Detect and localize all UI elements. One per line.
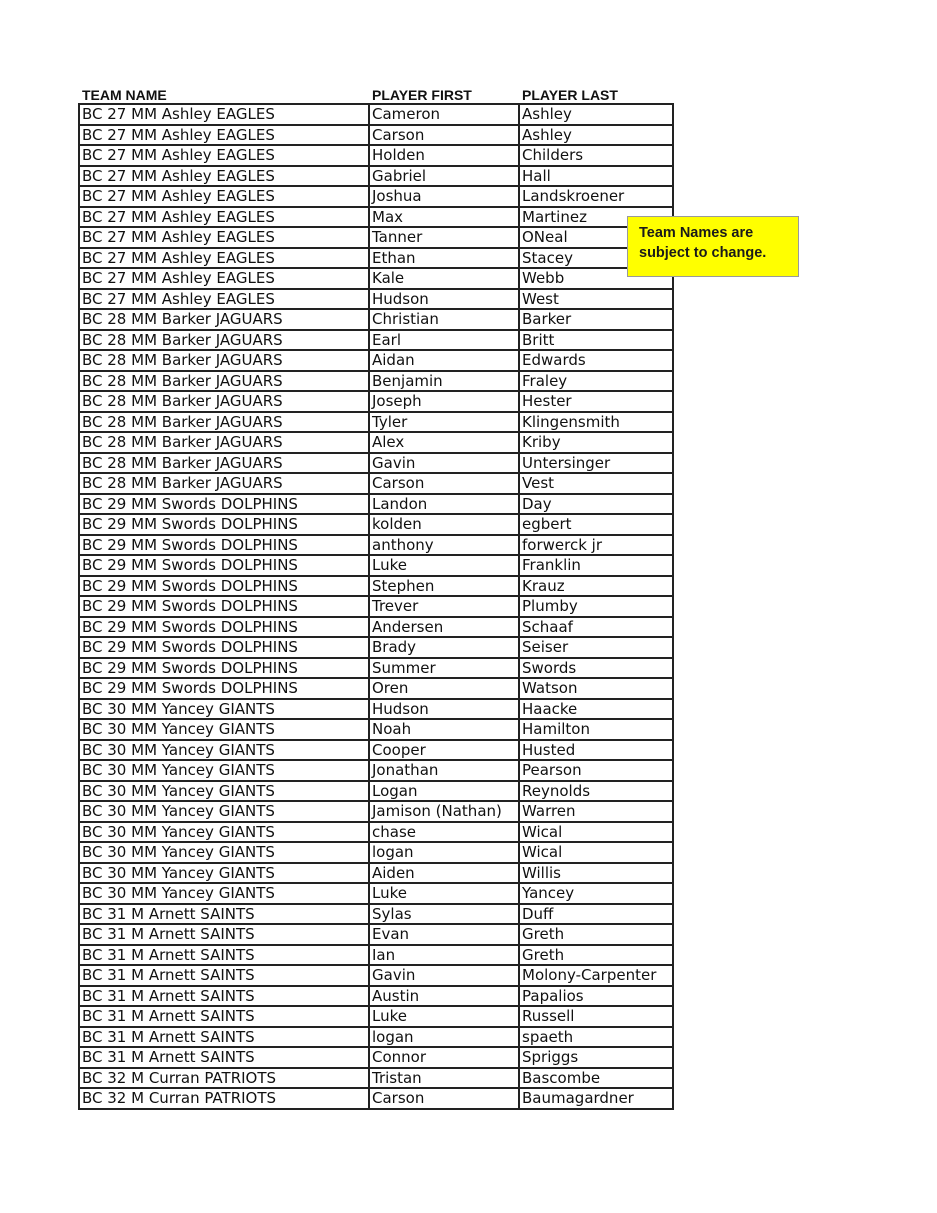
team-name-cell: BC 31 M Arnett SAINTS: [79, 904, 369, 925]
player-last-cell: Yancey: [519, 883, 673, 904]
table-row: [79, 740, 673, 761]
table-row: [79, 678, 673, 699]
table-row: [79, 883, 673, 904]
roster-body: [79, 104, 673, 1109]
player-first-cell: Carson: [369, 1088, 519, 1109]
player-last-cell: Greth: [519, 945, 673, 966]
player-first-cell: Andersen: [369, 617, 519, 638]
team-name-cell: BC 30 MM Yancey GIANTS: [79, 822, 369, 843]
player-first-cell: Austin: [369, 986, 519, 1007]
table-row: [79, 227, 673, 248]
team-name-cell: BC 30 MM Yancey GIANTS: [79, 740, 369, 761]
player-last-cell: Webb: [519, 268, 673, 289]
player-first-cell: Tristan: [369, 1068, 519, 1089]
player-last-cell: Barker: [519, 309, 673, 330]
player-last-cell: Plumby: [519, 596, 673, 617]
player-first-cell: Carson: [369, 125, 519, 146]
player-first-cell: Joshua: [369, 186, 519, 207]
player-first-cell: Tanner: [369, 227, 519, 248]
player-first-cell: kolden: [369, 514, 519, 535]
team-name-cell: BC 30 MM Yancey GIANTS: [79, 719, 369, 740]
table-row: [79, 781, 673, 802]
player-last-cell: Russell: [519, 1006, 673, 1027]
team-name-cell: BC 27 MM Ashley EAGLES: [79, 268, 369, 289]
team-name-cell: BC 27 MM Ashley EAGLES: [79, 248, 369, 269]
table-row: [79, 1047, 673, 1068]
table-row: [79, 904, 673, 925]
table-row: [79, 268, 673, 289]
player-first-cell: logan: [369, 1027, 519, 1048]
player-last-cell: Seiser: [519, 637, 673, 658]
player-first-cell: Landon: [369, 494, 519, 515]
team-name-cell: BC 30 MM Yancey GIANTS: [79, 801, 369, 822]
team-name-cell: BC 31 M Arnett SAINTS: [79, 986, 369, 1007]
player-first-cell: Connor: [369, 1047, 519, 1068]
table-row: [79, 617, 673, 638]
table-row: [79, 924, 673, 945]
table-row: [79, 432, 673, 453]
player-last-cell: egbert: [519, 514, 673, 535]
team-name-cell: BC 30 MM Yancey GIANTS: [79, 760, 369, 781]
player-first-cell: Tyler: [369, 412, 519, 433]
table-row: [79, 637, 673, 658]
player-first-cell: Logan: [369, 781, 519, 802]
table-row: [79, 125, 673, 146]
player-first-cell: Sylas: [369, 904, 519, 925]
player-last-cell: Stacey: [519, 248, 673, 269]
table-row: [79, 391, 673, 412]
table-row: [79, 473, 673, 494]
player-last-cell: Fraley: [519, 371, 673, 392]
team-name-cell: BC 29 MM Swords DOLPHINS: [79, 678, 369, 699]
team-name-cell: BC 32 M Curran PATRIOTS: [79, 1068, 369, 1089]
player-last-cell: Krauz: [519, 576, 673, 597]
player-first-cell: Cameron: [369, 104, 519, 125]
player-last-cell: Wical: [519, 842, 673, 863]
table-row: [79, 1088, 673, 1109]
player-first-cell: Brady: [369, 637, 519, 658]
table-row: [79, 719, 673, 740]
player-last-cell: Bascombe: [519, 1068, 673, 1089]
team-name-cell: BC 28 MM Barker JAGUARS: [79, 330, 369, 351]
player-last-cell: Landskroener: [519, 186, 673, 207]
player-last-cell: Warren: [519, 801, 673, 822]
player-first-cell: anthony: [369, 535, 519, 556]
team-name-cell: BC 29 MM Swords DOLPHINS: [79, 535, 369, 556]
table-row: [79, 945, 673, 966]
player-first-cell: Jonathan: [369, 760, 519, 781]
table-row: [79, 801, 673, 822]
player-last-cell: Childers: [519, 145, 673, 166]
table-row: [79, 576, 673, 597]
team-name-cell: BC 29 MM Swords DOLPHINS: [79, 617, 369, 638]
team-name-cell: BC 27 MM Ashley EAGLES: [79, 145, 369, 166]
table-row: [79, 412, 673, 433]
player-last-cell: Papalios: [519, 986, 673, 1007]
table-row: [79, 535, 673, 556]
player-last-cell: Day: [519, 494, 673, 515]
table-row: [79, 596, 673, 617]
team-name-cell: BC 28 MM Barker JAGUARS: [79, 412, 369, 433]
player-first-cell: Aidan: [369, 350, 519, 371]
player-first-cell: Stephen: [369, 576, 519, 597]
table-row: [79, 1006, 673, 1027]
player-last-cell: Reynolds: [519, 781, 673, 802]
team-name-cell: BC 28 MM Barker JAGUARS: [79, 350, 369, 371]
player-first-cell: Ethan: [369, 248, 519, 269]
table-row: [79, 555, 673, 576]
player-last-header: PLAYER LAST: [522, 87, 618, 103]
table-row: [79, 207, 673, 228]
player-last-cell: Willis: [519, 863, 673, 884]
team-name-cell: BC 31 M Arnett SAINTS: [79, 924, 369, 945]
player-first-cell: Aiden: [369, 863, 519, 884]
player-first-cell: Kale: [369, 268, 519, 289]
player-last-cell: Pearson: [519, 760, 673, 781]
player-last-cell: Hall: [519, 166, 673, 187]
table-row: [79, 514, 673, 535]
table-row: [79, 699, 673, 720]
player-first-cell: Summer: [369, 658, 519, 679]
player-first-cell: Luke: [369, 1006, 519, 1027]
player-first-cell: Luke: [369, 883, 519, 904]
header-row: [79, 83, 673, 104]
player-first-cell: Evan: [369, 924, 519, 945]
team-name-cell: BC 28 MM Barker JAGUARS: [79, 391, 369, 412]
team-name-cell: BC 29 MM Swords DOLPHINS: [79, 555, 369, 576]
player-first-cell: Holden: [369, 145, 519, 166]
player-first-cell: Jamison (Nathan): [369, 801, 519, 822]
player-first-cell: Benjamin: [369, 371, 519, 392]
team-name-cell: BC 29 MM Swords DOLPHINS: [79, 514, 369, 535]
player-first-cell: Cooper: [369, 740, 519, 761]
team-name-cell: BC 32 M Curran PATRIOTS: [79, 1088, 369, 1109]
player-first-cell: Earl: [369, 330, 519, 351]
player-last-cell: Spriggs: [519, 1047, 673, 1068]
player-first-cell: chase: [369, 822, 519, 843]
player-last-cell: Hester: [519, 391, 673, 412]
player-last-cell: West: [519, 289, 673, 310]
team-name-cell: BC 30 MM Yancey GIANTS: [79, 781, 369, 802]
player-first-cell: Gabriel: [369, 166, 519, 187]
player-last-cell: Edwards: [519, 350, 673, 371]
player-first-cell: Gavin: [369, 965, 519, 986]
team-name-cell: BC 29 MM Swords DOLPHINS: [79, 658, 369, 679]
team-name-cell: BC 27 MM Ashley EAGLES: [79, 227, 369, 248]
table-row: [79, 289, 673, 310]
player-last-cell: Franklin: [519, 555, 673, 576]
table-row: [79, 1027, 673, 1048]
player-first-cell: Gavin: [369, 453, 519, 474]
team-name-cell: BC 31 M Arnett SAINTS: [79, 1047, 369, 1068]
table-row: [79, 371, 673, 392]
team-name-cell: BC 28 MM Barker JAGUARS: [79, 309, 369, 330]
team-name-cell: BC 30 MM Yancey GIANTS: [79, 863, 369, 884]
player-last-cell: ONeal: [519, 227, 673, 248]
team-name-cell: BC 27 MM Ashley EAGLES: [79, 125, 369, 146]
team-name-cell: BC 28 MM Barker JAGUARS: [79, 453, 369, 474]
player-first-cell: Christian: [369, 309, 519, 330]
player-last-cell: Britt: [519, 330, 673, 351]
team-name-cell: BC 29 MM Swords DOLPHINS: [79, 596, 369, 617]
player-first-cell: Max: [369, 207, 519, 228]
player-first-cell: Joseph: [369, 391, 519, 412]
player-first-cell: Luke: [369, 555, 519, 576]
team-name-cell: BC 30 MM Yancey GIANTS: [79, 842, 369, 863]
table-row: [79, 453, 673, 474]
table-row: [79, 248, 673, 269]
player-last-cell: Klingensmith: [519, 412, 673, 433]
player-first-cell: logan: [369, 842, 519, 863]
team-name-cell: BC 28 MM Barker JAGUARS: [79, 473, 369, 494]
player-last-cell: Molony-Carpenter: [519, 965, 673, 986]
player-last-cell: Duff: [519, 904, 673, 925]
table-row: [79, 822, 673, 843]
player-last-cell: Hamilton: [519, 719, 673, 740]
player-last-cell: Martinez: [519, 207, 673, 228]
team-name-cell: BC 31 M Arnett SAINTS: [79, 945, 369, 966]
player-first-cell: Hudson: [369, 699, 519, 720]
player-last-cell: Swords: [519, 658, 673, 679]
table-row: [79, 330, 673, 351]
player-last-cell: Schaaf: [519, 617, 673, 638]
team-name-cell: BC 27 MM Ashley EAGLES: [79, 289, 369, 310]
table-row: [79, 1068, 673, 1089]
team-names-note: Team Names are subject to change.: [627, 216, 799, 277]
team-name-cell: BC 27 MM Ashley EAGLES: [79, 104, 369, 125]
table-row: [79, 145, 673, 166]
table-row: [79, 309, 673, 330]
table-row: [79, 166, 673, 187]
roster-table: [78, 83, 674, 1110]
table-row: [79, 104, 673, 125]
player-last-cell: Haacke: [519, 699, 673, 720]
team-name-cell: BC 28 MM Barker JAGUARS: [79, 371, 369, 392]
player-last-cell: Baumagardner: [519, 1088, 673, 1109]
team-name-cell: BC 29 MM Swords DOLPHINS: [79, 576, 369, 597]
table-row: [79, 863, 673, 884]
player-first-cell: Hudson: [369, 289, 519, 310]
table-row: [79, 494, 673, 515]
table-row: [79, 350, 673, 371]
team-name-header: TEAM NAME: [82, 87, 167, 103]
player-last-cell: Ashley: [519, 125, 673, 146]
table-row: [79, 986, 673, 1007]
player-last-cell: Husted: [519, 740, 673, 761]
table-row: [79, 760, 673, 781]
team-name-cell: BC 31 M Arnett SAINTS: [79, 965, 369, 986]
player-first-header: PLAYER FIRST: [372, 87, 472, 103]
player-last-cell: Greth: [519, 924, 673, 945]
player-first-cell: Trever: [369, 596, 519, 617]
team-name-cell: BC 28 MM Barker JAGUARS: [79, 432, 369, 453]
team-name-cell: BC 30 MM Yancey GIANTS: [79, 699, 369, 720]
player-first-cell: Alex: [369, 432, 519, 453]
player-first-cell: Noah: [369, 719, 519, 740]
player-last-cell: Kriby: [519, 432, 673, 453]
player-last-cell: forwerck jr: [519, 535, 673, 556]
player-last-cell: Watson: [519, 678, 673, 699]
player-first-cell: Ian: [369, 945, 519, 966]
table-row: [79, 965, 673, 986]
team-name-cell: BC 29 MM Swords DOLPHINS: [79, 494, 369, 515]
team-name-cell: BC 27 MM Ashley EAGLES: [79, 207, 369, 228]
team-name-cell: BC 31 M Arnett SAINTS: [79, 1006, 369, 1027]
team-name-cell: BC 29 MM Swords DOLPHINS: [79, 637, 369, 658]
player-last-cell: Vest: [519, 473, 673, 494]
player-last-cell: Wical: [519, 822, 673, 843]
table-row: [79, 186, 673, 207]
team-name-cell: BC 30 MM Yancey GIANTS: [79, 883, 369, 904]
player-first-cell: Oren: [369, 678, 519, 699]
table-row: [79, 842, 673, 863]
player-first-cell: Carson: [369, 473, 519, 494]
table-row: [79, 658, 673, 679]
team-name-cell: BC 31 M Arnett SAINTS: [79, 1027, 369, 1048]
player-last-cell: Untersinger: [519, 453, 673, 474]
player-last-cell: spaeth: [519, 1027, 673, 1048]
team-name-cell: BC 27 MM Ashley EAGLES: [79, 186, 369, 207]
player-last-cell: Ashley: [519, 104, 673, 125]
team-name-cell: BC 27 MM Ashley EAGLES: [79, 166, 369, 187]
